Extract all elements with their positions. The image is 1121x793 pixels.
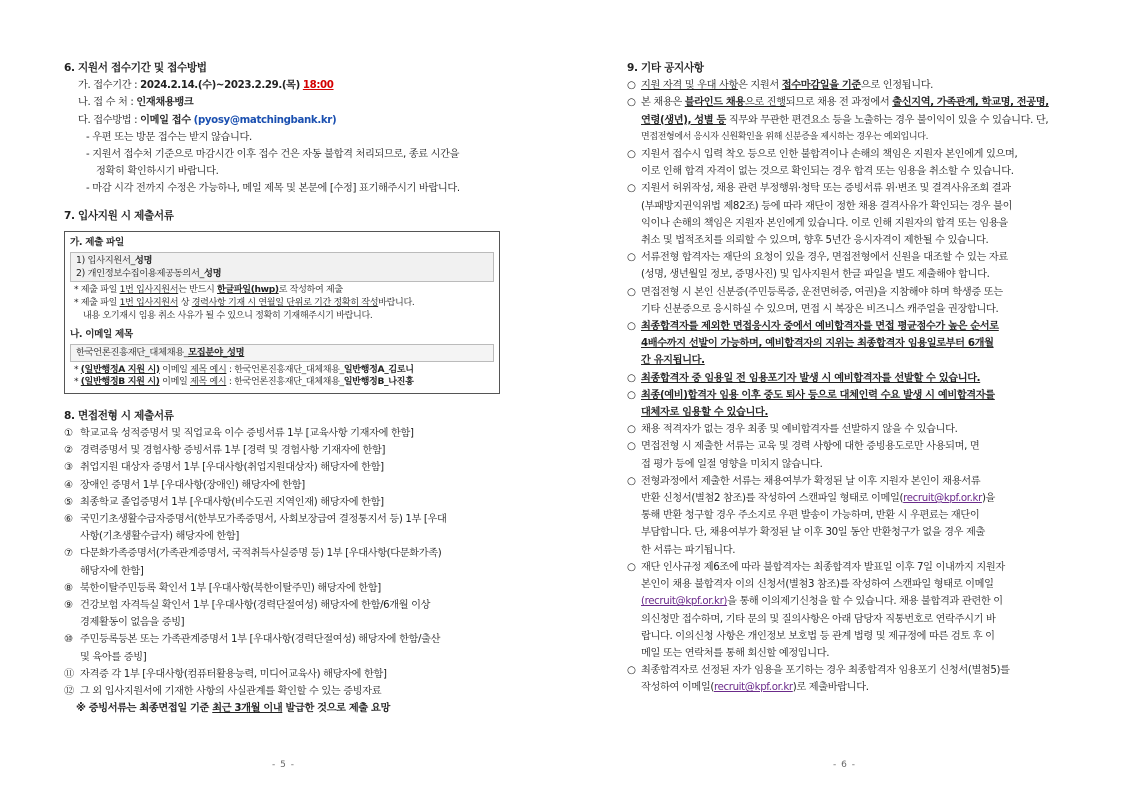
file-item: 2) 개인정보수집이용제공동의서_성명 [76,268,222,280]
documents-footnote: ※ 증빙서류는 최종면접일 기준 최근 3개월 이내 발급한 것으로 제출 요망 [76,703,391,715]
notice-item: ○ 본 채용은 블라인드 채용으로 진행되므로 채용 전 과정에서 출신지역, 가족관계, 학교명, 전공명, 연령(생년), 성별 등 직무와 무관한 편견요소 등을 노출하는 경우 불이익이 있을 수 있습니다. 단, 면접전형에서 응시자 신원확인을 위해 신분증을 제시하는 경우는 예외입니다. [627,97,1049,142]
place-line: 나. 접 수 처 : 인재채용뱅크 [78,97,194,109]
notice-item: ○ 면접전형 시 제출한 서류는 교육 및 경력 사항에 대한 증빙용도로만 사용되며, 면 접 평가 등에 일절 영향을 미치지 않습니다. [627,441,980,470]
notice-item: ○ 지원 자격 및 우대 사항은 지원서 접수마감일을 기준으로 인정됩니다. [627,80,934,92]
doc-item: ⑥ 국민기초생활수급자증명서(한부모가족증명서, 사회보장급여 결정통지서 등) 1부 [우대 사항(기초생활수급자) 해당자에 한함] [64,514,447,543]
method-line: 다. 접수방법 : 이메일 접수 (pyosy@matchingbank.kr) [78,114,337,126]
doc-item: ④ 장애인 증명서 1부 [우대사항(장애인) 해당자에 한함] [64,479,305,491]
doc-item: ⑫ 그 외 입사지원서에 기재한 사항의 사실관계를 확인할 수 있는 증빙자료 [64,686,382,698]
files-subtitle: 가. 제출 파일 [70,236,124,248]
file-item: 1) 입사지원서_성명 [76,255,153,267]
doc-item: ⑪ 자격증 각 1부 [우대사항(컴퓨터활용능력, 미디어교육사) 해당자에 한함] [64,668,387,680]
notice-item-emphasis: ○ 최종합격자를 제외한 면접응시자 중에서 예비합격자를 면접 평균점수가 높은 순서로 4배수까지 선발이 가능하며, 예비합격자의 지위는 최종합격자 임용일로부터 6개월 간 유지됩니다. [627,321,999,367]
submission-files-box [64,231,500,394]
email-example: * (일반행정A 지원 시) 이메일 제목 예시 : 한국언론진흥재단_대체채용_일반행정A_김로니 [74,364,414,375]
file-note: * 제출 파일 1번 입사지원서 상 경력사항 기재 시 연월일 단위로 기간 정확히 작성바랍니다. [74,298,415,309]
period-line: 가. 접수기간 : 2024.2.14.(수)~2023.2.29.(목) 18:00 [78,80,334,92]
section-9-title: 9. 기타 공지사항 [627,62,704,74]
notice-item-emphasis: ○ 최종합격자 중 임용일 전 임용포기자 발생 시 예비합격자를 선발할 수 있습니다. [627,372,981,384]
method-bullet: - 마감 시각 전까지 수정은 가능하나, 메일 제목 및 본문에 [수정] 표기해주시기 바랍니다. [86,183,460,195]
file-note: * 제출 파일 1번 입사지원서는 반드시 한글파일(hwp)로 작성하여 제출 [74,285,343,296]
file-list [70,252,494,282]
doc-item: ② 경력증명서 및 경험사항 증빙서류 1부 [경력 및 경험사항 기재자에 한함] [64,445,386,457]
left-page [64,60,500,717]
method-bullet: - 우편 또는 방문 접수는 받지 않습니다. [86,131,252,143]
notice-item: ○ 지원서 허위작성, 채용 관련 부정행위·청탁 또는 증빙서류 위·변조 및 결격사유조회 결과 (부패방지권익위법 제82조) 등에 따라 재단이 정한 채용 결격사유가 확인되는 경우 불이 익이나 손해의 책임은 지원자 본인에게 있습니다. 이로 인해 지원자의 합격 또는 임용을 취소 및 법적조치를 의뢰할 수 있으며, 향후 5년간 응시자격이 제한될 수 있습니다. [627,183,1013,247]
email-example: * (일반행정B 지원 시) 이메일 제목 예시 : 한국언론진흥재단_대체채용_일반행정B_나진홍 [74,377,414,388]
notice-item: ○ 재단 인사규정 제6조에 따라 불합격자는 최종합격자 발표일 이후 7일 이내까지 지원자 본인이 채용 불합격자 이의 신청서(별첨3 참조)를 작성하여 스캔파일 형태로 이메일 (recruit@kpf.or.kr)을 통해 이의제기신청을 할 수 있습니다. 채용 불합격과 관련한 이 의신청만 접수하며, 기타 문의 및 질의사항은 아래 담당자 직통번호로 연락주시기 바 랍니다. 이의신청 사항은 개인정보 보호법 등 관계 법령 및 제규정에 따른 검토 후 이 메일 또는 연락처를 통해 회신할 예정입니다. [627,561,1005,659]
right-page [627,60,1059,697]
doc-item: ⑦ 다문화가족증명서(가족관계증명서, 국적취득사실증명 등) 1부 [우대사항(다문화가족) 해당자에 한함] [64,548,442,577]
notice-item: ○ 전형과정에서 제출한 서류는 채용여부가 확정된 날 이후 지원자 본인이 채용서류 반환 신청서(별첨2 참조)를 작성하여 스캔파일 형태로 이메일(recruit@kpf.or.kr)을 통해 반환 청구할 경우 주소지로 우편 발송이 가능하며, 반환 시 우편료는 재단이 부담합니다. 단, 채용여부가 확정된 날 이후 30일 동안 반환청구가 없을 경우 제출 한 서류는 파기됩니다. [627,475,996,556]
doc-item: ⑨ 건강보험 자격득실 확인서 1부 [우대사항(경력단절여성) 해당자에 한함/6개월 이상 경제활동이 없음을 증빙] [64,600,431,629]
doc-item: ③ 취업지원 대상자 증명서 1부 [우대사항(취업지원대상자) 해당자에 한함] [64,462,384,474]
doc-item: ① 학교교육 성적증명서 및 직업교육 이수 증빙서류 1부 [교육사항 기재자에 한함] [64,428,414,440]
email-subject-format: 한국언론진흥재단_대체채용_모집분야_성명 [70,344,494,361]
file-note-cont: 내용 오기재시 임용 취소 사유가 될 수 있으니 정확히 기재해주시기 바랍니다. [83,310,373,321]
doc-item: ⑩ 주민등록등본 또는 가족관계증명서 1부 [우대사항(경력단절여성) 해당자에 한함/출산 및 육아를 증빙] [64,634,441,663]
notice-item: ○ 지원서 접수시 입력 착오 등으로 인한 불합격이나 손해의 책임은 지원자 본인에게 있으며, 이로 인해 합격 자격이 없는 것으로 확인되는 경우 합격 또는 임용을 취소할 수 있습니다. [627,149,1018,178]
method-bullet-cont: 정확히 확인하시기 바랍니다. [96,166,219,178]
section-8-title: 8. 면접전형 시 제출서류 [64,409,174,422]
recruit-email-link[interactable]: recruit@kpf.or.kr [903,493,982,505]
notice-item: ○ 채용 적격자가 없는 경우 최종 및 예비합격자를 선발하지 않을 수 있습니다. [627,424,958,436]
page-number-right: - 6 - [833,760,856,770]
doc-item: ⑧ 북한이탈주민등록 확인서 1부 [우대사항(북한이탈주민) 해당자에 한함] [64,582,381,594]
method-bullet: - 지원서 접수처 기준으로 마감시간 이후 접수 건은 자동 불합격 처리되므로, 종료 시간을 [86,149,460,161]
application-email[interactable]: (pyosy@matchingbank.kr) [193,114,337,126]
doc-item: ⑤ 최종학교 졸업증명서 1부 [우대사항(비수도권 지역인재) 해당자에 한함] [64,496,384,508]
section-6-title: 6. 지원서 접수기간 및 접수방법 [64,62,207,74]
notice-item: ○ 서류전형 합격자는 재단의 요청이 있을 경우, 면접전형에서 신원을 대조할 수 있는 자료 (성명, 생년월일 정보, 증명사진) 및 입사지원서 한글 파일을 별도 제출해야 합니다. [627,252,1008,281]
recruit-email-link[interactable]: recruit@kpf.or.kr [713,682,793,694]
deadline-time: 18:00 [302,80,334,92]
page-number-left: - 5 - [272,760,295,770]
notice-item: ○ 면접전형 시 본인 신분증(주민등록증, 운전면허증, 여권)을 지참해야 하며 학생증 또는 기타 신분증으로 응시하실 수 있으며, 면접 시 복장은 비즈니스 캐주얼을 권장합니다. [627,286,1003,315]
notice-item-emphasis: ○ 최종(예비)합격자 임용 이후 중도 퇴사 등으로 대체인력 수요 발생 시 예비합격자를 대체자로 임용할 수 있습니다. [627,389,995,419]
recruit-email-link[interactable]: (recruit@kpf.or.kr) [641,596,728,608]
section-7-title: 7. 입사지원 시 제출서류 [64,209,174,222]
email-subject-subtitle: 나. 이메일 제목 [70,329,133,341]
notice-item: ○ 최종합격자로 선정된 자가 임용을 포기하는 경우 최종합격자 임용포기 신청서(별첨5)를 작성하여 이메일(recruit@kpf.or.kr)로 제출바랍니다. [627,665,1010,694]
